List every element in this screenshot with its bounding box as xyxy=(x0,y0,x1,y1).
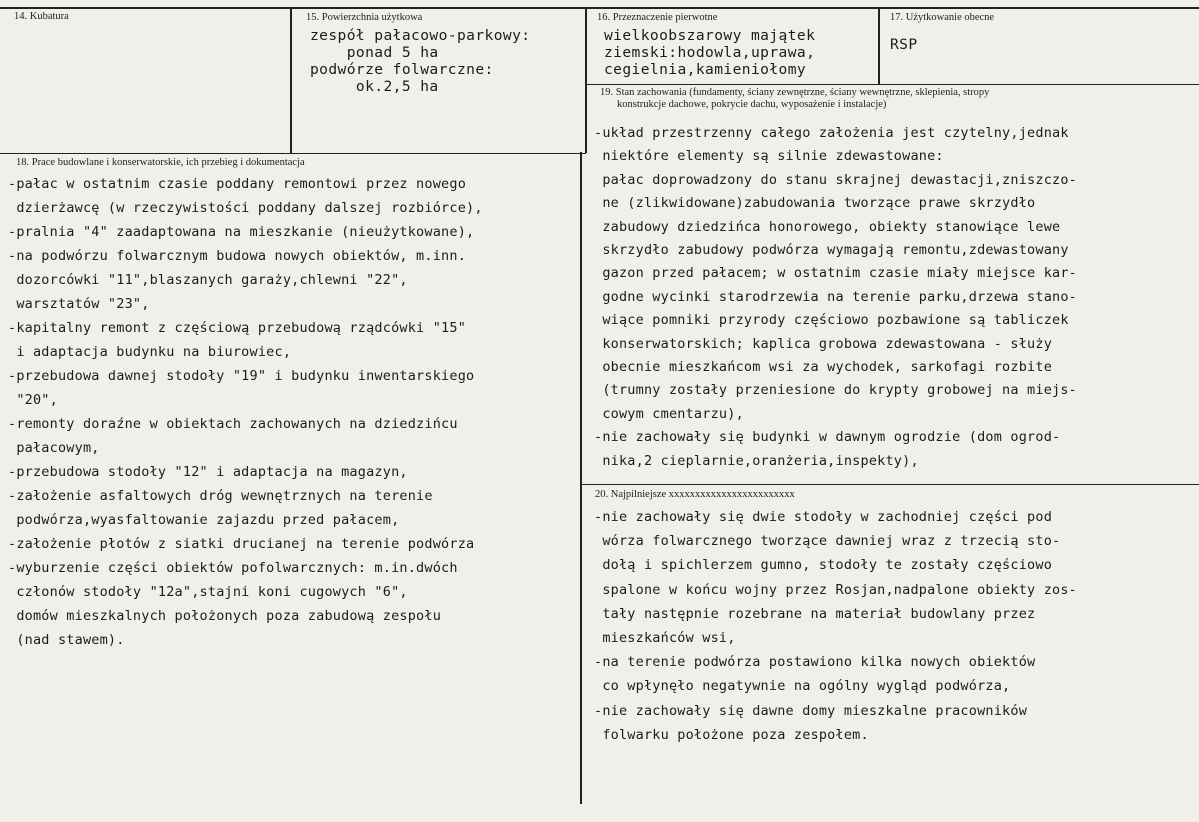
text-line: podwórza,wyasfaltowanie zajazdu przed pałacem, xyxy=(8,512,400,528)
rule-below-15 xyxy=(0,153,586,154)
text-line: -pałac w ostatnim czasie poddany remontowi przez nowego xyxy=(8,176,467,192)
text-line: -remonty doraźne w obiektach zachowanych na dziedzińcu xyxy=(8,416,458,432)
text-line: -na terenie podwórza postawiono kilka nowych obiektów xyxy=(594,654,1036,671)
text-line: "20", xyxy=(8,392,58,408)
text-line: spalone w końcu wojny przez Rosjan,nadpalone obiekty zos- xyxy=(594,581,1078,598)
field-19-value xyxy=(594,122,1077,473)
divider-16-17 xyxy=(878,8,880,84)
field-16-value xyxy=(604,27,815,78)
text-line: członów stodoły "12a",stajni koni cugowych "6", xyxy=(8,584,408,600)
text-line: -wyburzenie części obiektów pofolwarcznych: m.in.dwóch xyxy=(8,560,458,576)
text-line: -układ przestrzenny całego założenia jest czytelny,jednak xyxy=(594,125,1069,141)
divider-15-16 xyxy=(585,8,587,153)
text-line: zabudowy dziedzińca honorowego, obiekty stanowiące lewe xyxy=(594,218,1061,235)
divider-14-15 xyxy=(290,8,292,154)
text-line: -przebudowa dawnej stodoły "19" i budynku inwentarskiego xyxy=(8,368,475,384)
text-line: i adaptacja budynku na biurowiec, xyxy=(8,344,292,360)
text-line: (trumny zostały przeniesione do krypty grobowej na miejs- xyxy=(594,382,1078,399)
text-line: -założenie asfaltowych dróg wewnętrznych na terenie xyxy=(8,488,433,504)
field-19-label-line2: konstrukcje dachowe, pokrycie dachu, wyposażenie i instalacje) xyxy=(617,99,887,110)
text-line: mieszkańców wsi, xyxy=(594,630,736,647)
text-line: konserwatorskich; kaplica grobowa zdewastowana - służy xyxy=(594,335,1053,352)
text-line: obecnie mieszkańcom wsi za wychodek, sarkofagi rozbite xyxy=(594,359,1053,376)
text-line: dzierżawcę (w rzeczywistości poddany dalszej rozbiórce), xyxy=(8,200,483,216)
text-line: zespół pałacowo-parkowy: xyxy=(310,27,531,44)
field-15-label: 15. Powierzchnia użytkowa xyxy=(306,12,423,23)
text-line: niektóre elementy są silnie zdewastowane: xyxy=(594,148,944,165)
text-line: cegielnia,kamieniołomy xyxy=(604,61,807,78)
text-line: -nie zachowały się budynki w dawnym ogrodzie (dom ogrod- xyxy=(594,429,1061,446)
field-16-label: 16. Przeznaczenie pierwotne xyxy=(597,12,718,23)
text-line: -pralnia "4" zaadaptowana na mieszkanie (nieużytkowane), xyxy=(8,224,475,240)
text-line: skrzydło zabudowy podwórza wymagają remontu,zdewastowany xyxy=(594,242,1069,259)
text-line: warsztatów "23", xyxy=(8,296,150,312)
text-line: podwórze folwarczne: xyxy=(310,61,494,78)
text-line: ok.2,5 ha xyxy=(310,78,439,95)
text-line: domów mieszkalnych położonych poza zabudową zespołu xyxy=(8,608,442,624)
text-line: godne wycinki starodrzewia na terenie parku,drzewa stano- xyxy=(594,288,1078,305)
text-line: wórza folwarcznego tworzące dawniej wraz z trzecią sto- xyxy=(594,533,1061,550)
text-line: wielkoobszarowy majątek xyxy=(604,27,816,44)
field-15-value xyxy=(310,27,530,95)
top-border xyxy=(0,7,1199,9)
field-18-value xyxy=(8,172,483,652)
field-20-value xyxy=(594,505,1077,747)
text-line: (nad stawem). xyxy=(8,632,125,648)
rule-below-16-17 xyxy=(586,84,1199,85)
text-line: tały następnie rozebrane na materiał budowlany przez xyxy=(594,605,1036,622)
text-line: nika,2 cieplarnie,oranżeria,inspekty), xyxy=(594,452,919,469)
text-line: -nie zachowały się dwie stodoły w zachodniej części pod xyxy=(594,509,1053,525)
field-17-value: RSP xyxy=(890,36,918,53)
text-line: -kapitalny remont z częściową przebudową rządcówki "15" xyxy=(8,320,467,336)
text-line: pałacowym, xyxy=(8,440,100,456)
text-line: ponad 5 ha xyxy=(310,44,439,61)
text-line: gazon przed pałacem; w ostatnim czasie miały miejsce kar- xyxy=(594,265,1078,282)
text-line: -założenie płotów z siatki drucianej na terenie podwórza xyxy=(8,536,475,552)
field-18-label: 18. Prace budowlane i konserwatorskie, ich przebieg i dokumentacja xyxy=(16,157,305,168)
text-line: -nie zachowały się dawne domy mieszkalne pracowników xyxy=(594,702,1028,719)
text-line: pałac doprowadzony do stanu skrajnej dewastacji,zniszczo- xyxy=(594,171,1078,188)
text-line: -przebudowa stodoły "12" i adaptacja na magazyn, xyxy=(8,464,408,480)
text-line: dołą i spichlerzem gumno, stodoły te zostały częściowo xyxy=(594,557,1053,574)
text-line: dozorcówki "11",blaszanych garaży,chlewni "22", xyxy=(8,272,408,288)
text-line: ne (zlikwidowane)zabudowania tworzące prawe skrzydło xyxy=(594,195,1036,212)
rule-below-19 xyxy=(581,484,1199,485)
text-line: ziemski:hodowla,uprawa, xyxy=(604,44,816,61)
field-19-label-line1: 19. Stan zachowania (fundamenty, ściany zewnętrzne, ściany wewnętrzne, sklepienia, stropy xyxy=(600,87,990,98)
field-20-label: 20. Najpilniejsze xxxxxxxxxxxxxxxxxxxxxxxx xyxy=(595,489,795,500)
text-line: cowym cmentarzu), xyxy=(594,405,744,422)
text-line: folwarku położone poza zespołem. xyxy=(594,726,869,743)
field-17-label: 17. Użytkowanie obecne xyxy=(890,12,995,23)
text-line: wiące pomniki przyrody częściowo pozbawione są tabliczek xyxy=(594,312,1069,329)
divider-left-right xyxy=(580,152,582,804)
field-14-label: 14. Kubatura xyxy=(14,11,69,22)
text-line: -na podwórzu folwarcznym budowa nowych obiektów, m.inn. xyxy=(8,248,467,264)
text-line: co wpłynęło negatywnie na ogólny wygląd podwórza, xyxy=(594,678,1011,695)
